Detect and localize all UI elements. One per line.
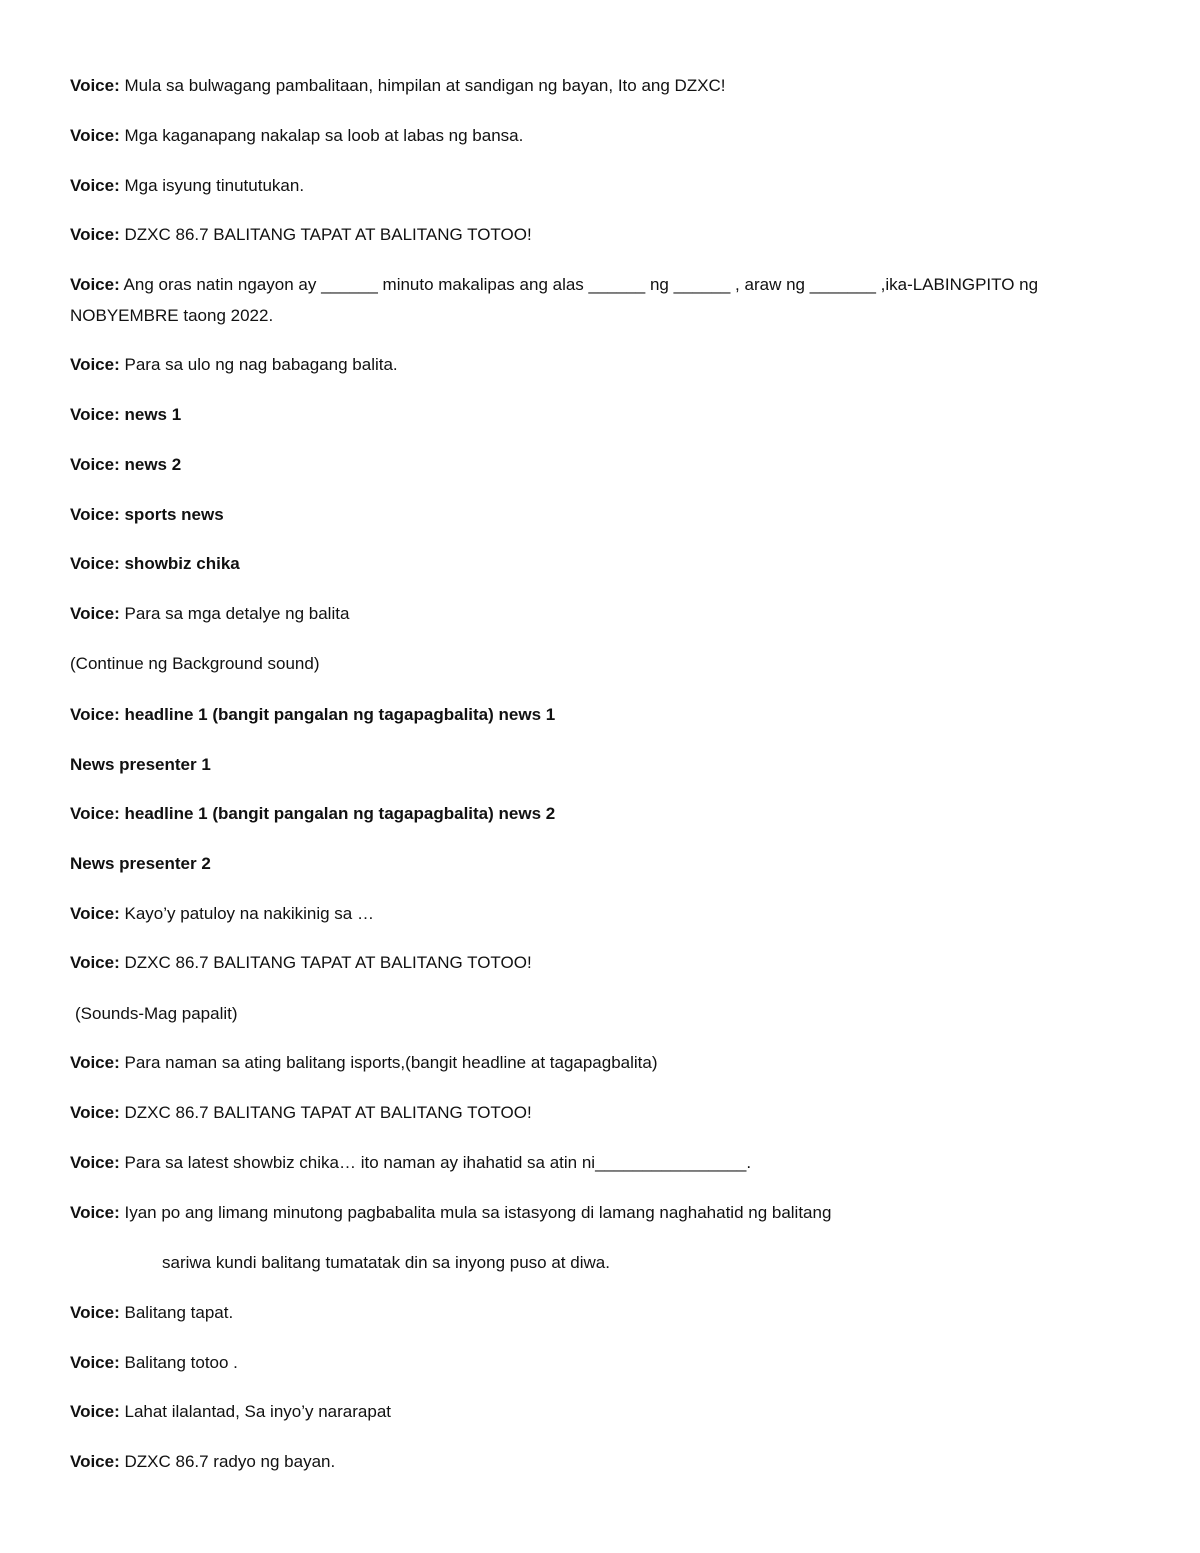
script-line: Voice: headline 1 (bangit pangalan ng tagapagbalita) news 1 <box>70 705 556 724</box>
line-text: Lahat ilalantad, Sa inyo’y nararapat <box>119 1402 392 1421</box>
speaker-label: Voice: <box>70 904 120 923</box>
speaker-label: Voice: <box>70 1103 120 1122</box>
script-line <box>70 1198 1130 1228</box>
script-line <box>70 948 1130 978</box>
script-line <box>70 269 1045 331</box>
script-line: Voice: news 1 <box>70 405 182 424</box>
line-text: DZXC 86.7 BALITANG TAPAT AT BALITANG TOTOO! <box>119 953 532 972</box>
line-text: DZXC 86.7 BALITANG TAPAT AT BALITANG TOTOO! <box>119 225 532 244</box>
speaker-label: Voice: <box>70 1452 120 1471</box>
line-text: Mga kaganapang nakalap sa loob at labas ng bansa. <box>119 126 524 145</box>
line-text: Mula sa bulwagang pambalitaan, himpilan at sandigan ng bayan, Ito ang DZXC! <box>119 76 726 95</box>
script-line <box>70 350 1130 380</box>
script-line: Voice: headline 1 (bangit pangalan ng tagapagbalita) news 2 <box>70 804 556 823</box>
line-text: Para sa mga detalye ng balita <box>119 604 350 623</box>
script-line <box>70 1397 1130 1427</box>
script-line <box>70 1447 1130 1477</box>
line-text: Para sa latest showbiz chika… ito naman ay ihahatid sa atin ni________________. <box>119 1153 752 1172</box>
line-text: Balitang tapat. <box>119 1303 234 1322</box>
speaker-label: Voice: <box>70 176 120 195</box>
speaker-label: Voice: <box>70 1402 120 1421</box>
script-line: Voice: sports news <box>70 505 224 524</box>
script-line <box>70 599 1130 629</box>
script-line <box>70 71 1130 101</box>
script-line: Voice: news 2 <box>70 455 182 474</box>
line-text: DZXC 86.7 BALITANG TAPAT AT BALITANG TOTOO! <box>119 1103 532 1122</box>
script-line <box>70 1098 1130 1128</box>
script-line: News presenter 2 <box>70 854 211 873</box>
speaker-label: Voice: <box>70 1153 120 1172</box>
script-line <box>70 220 1130 250</box>
speaker-label: Voice: <box>70 355 120 374</box>
speaker-label: Voice: <box>70 953 120 972</box>
speaker-label: Voice: <box>70 1353 120 1372</box>
script-line <box>70 121 1130 151</box>
line-text: Ang oras natin ngayon ay ______ minuto makalipas ang alas ______ ng ______ , araw ng _______ ,ika-LABINGPITO ng NOBYEMBRE taong 2022. <box>70 275 1039 325</box>
speaker-label: Voice: <box>70 1303 120 1322</box>
speaker-label: Voice: <box>70 225 120 244</box>
line-text: Balitang totoo . <box>119 1353 238 1372</box>
script-line <box>70 1348 1130 1378</box>
line-text: Para sa ulo ng nag babagang balita. <box>119 355 398 374</box>
script-line <box>70 171 1130 201</box>
speaker-label: Voice: <box>70 1203 120 1222</box>
speaker-label: Voice: <box>70 604 120 623</box>
script-line <box>70 1298 1130 1328</box>
script-line: Voice: showbiz chika <box>70 554 240 573</box>
line-text: DZXC 86.7 radyo ng bayan. <box>119 1452 336 1471</box>
script-line <box>70 899 1130 929</box>
speaker-label: Voice: <box>70 76 120 95</box>
stage-direction: (Continue ng Background sound) <box>70 654 320 673</box>
script-line <box>70 1048 1130 1078</box>
speaker-label: Voice: <box>70 126 120 145</box>
line-text: Para naman sa ating balitang isports,(bangit headline at tagapagbalita) <box>119 1053 658 1072</box>
line-text: Mga isyung tinututukan. <box>119 176 305 195</box>
line-text: Kayo’y patuloy na nakikinig sa … <box>119 904 374 923</box>
script-line: News presenter 1 <box>70 755 211 774</box>
speaker-label: Voice: <box>70 1053 120 1072</box>
stage-direction: (Sounds-Mag papalit) <box>75 1004 238 1023</box>
script-line <box>70 1148 1130 1178</box>
script-line-continuation: sariwa kundi balitang tumatatak din sa inyong puso at diwa. <box>162 1253 610 1272</box>
speaker-label: Voice: <box>70 275 120 294</box>
line-text: Iyan po ang limang minutong pagbabalita mula sa istasyong di lamang naghahatid ng balitang <box>119 1203 832 1222</box>
